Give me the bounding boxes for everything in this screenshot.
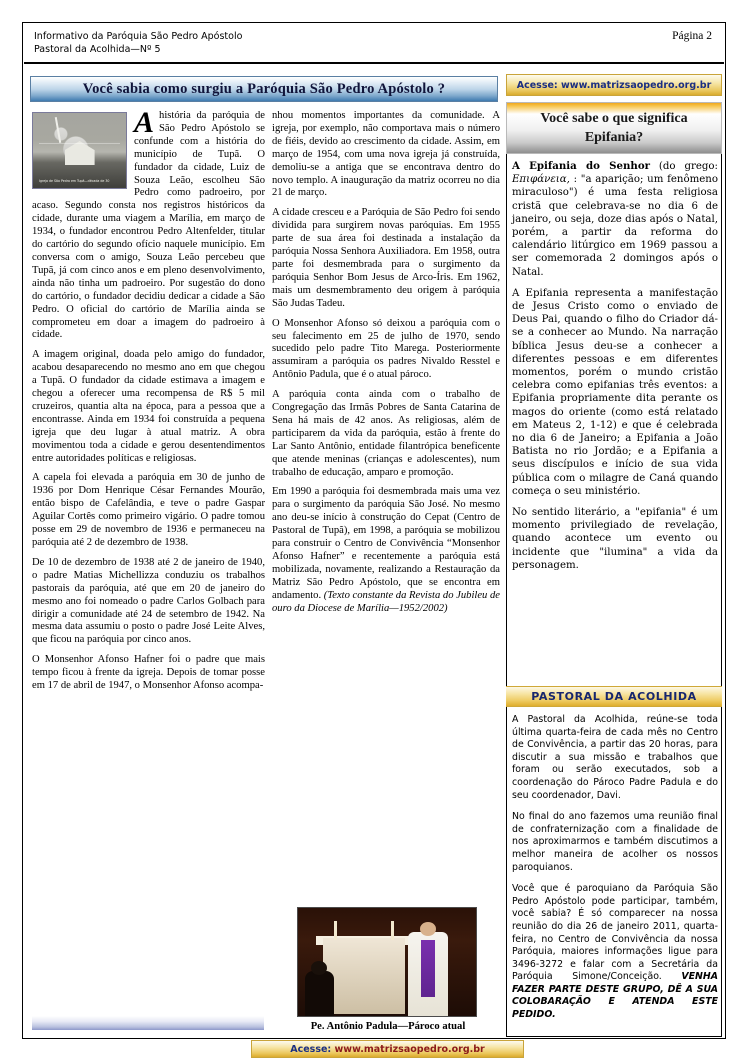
photo-priest-stole [421, 940, 435, 996]
masthead [24, 24, 724, 62]
pastoral-paragraph-3-text: Você que é paroquiano da Paróquia São Pedro Apóstolo pode participar, também, você sabia? É só comparecer na nossa reunião do dia 26 de janeiro 2011, quarta-feira, no Centro de Convivência da nossa Paróquia, maiores informações ligue para 3496-3272 e falar com a Secretária da Paróquia Simone/Conceição. [512, 883, 718, 983]
photo-overlay-caption: Igreja de São Pedro em Tupã—década de 30 [39, 179, 110, 183]
pastoral-section-banner [506, 686, 722, 707]
masthead-line-2: Pastoral da Acolhida—Nº 5 [34, 44, 161, 55]
photo-candle-right [391, 921, 394, 940]
footer-url: www.matrizsaopedro.org.br [334, 1043, 485, 1055]
masthead-publication-info [34, 30, 242, 56]
column1-paragraph-2: A imagem original, doada pelo amigo do fundador, acabou desaparecendo no mesmo ano em que chegou a Tupã. O fundador da cidade estimava a imagem e chegou a oferecer uma recompensa de R$ 5 mil cruzeiros, quantia alta na época, para a pessoa que a encontrasse. Ainda em 1934 foi construída a pequena igreja que deu lugar à atual matriz. A obra movimentou toda a cidade e gerou desentendimentos entre autoridades políticas e religiosas. [32, 349, 265, 464]
column2-paragraph-5-text: Em 1990 a paróquia foi desmembrada mais uma vez para o surgimento da paróquia São José. No mesmo ano deu-se início à construção do Cepat (Centro de Pastoral de Tupã), em 1998, a paróquia se mobilizou para construir o Centro de Convivência “Monsenhor Afonso Hafner” e recentemente a paróquia está mobilizada, novamente, realizando a Restauração da Matriz São Pedro Apóstolo, que se encontra em andamento. [272, 486, 500, 601]
pastoral-paragraph-1: A Pastoral da Acolhida, reúne-se toda última quarta-feira de cada mês no Centro de Convivência, a partir das 20 horas, para discutir a sua missão e trabalhos que foram ou serão executados, sob a coordenação do Pároco Padre Padula e do seu coordenador, Davi. [512, 714, 718, 801]
epifania-paragraph-1-rest: : "a aparição; um fenômeno miraculoso") é uma festa religiosa cristã que celebrava-se no dia 6 de janeiro, ou seja, doze dias após o Natal, porém, a partir da reforma do calendário litúrgico em 1969 passou a ser comemorada 2 domingos após o Natal. [512, 174, 718, 278]
column2-paragraph-5 [272, 486, 500, 615]
pastoral-section-title: PASTORAL DA ACOLHIDA [531, 690, 697, 703]
website-banner-top-text: Acesse: www.matrizsaopedro.org.br [516, 79, 712, 91]
pastoral-paragraph-2: No final do ano fazemos uma reunião final de confraternização com a finalidade de nos aproximarmos e também discutimos a melhor maneira de acolher os nossos paroquianos. [512, 811, 718, 873]
pastoral-paragraph-3 [512, 883, 718, 1022]
photo-attendee-body [305, 971, 333, 1016]
page-number: Página 2 [672, 30, 712, 42]
masthead-divider [24, 62, 724, 64]
epifania-lead-bold: A Epifania do Senhor [512, 160, 650, 172]
article-column-2 [272, 110, 500, 790]
column1-bottom-gradient-strip [32, 1016, 264, 1030]
drop-cap: A [134, 110, 155, 139]
epifania-article [512, 160, 718, 580]
article-title-banner [30, 76, 498, 102]
article-column-1 [32, 110, 265, 955]
photo-flagpole [55, 117, 61, 143]
column1-paragraph-4: De 10 de dezembro de 1938 até 2 de janeiro de 1940, o padre Matias Michellizza conduziu os trabalhos pastorais da paróquia, até que em 20 de janeiro do mesmo ano foi nomeado o padre Carlos Golbach para dirigir a comunidade até 24 de setembro de 1942. Na mesma data assumiu o posto o padre José Leite Alves, que ficou na paróquia por cinco anos. [32, 556, 265, 646]
epifania-greek-intro: (do grego: [649, 161, 718, 172]
photo-altar [323, 938, 405, 1014]
epifania-paragraph-3: No sentido literário, a "epifania" é um momento privilegiado de revelação, quando acontece um evento ou incidente que "ilumina" a vida da personagem. [512, 507, 718, 571]
page-title: Você sabia como surgiu a Paróquia São Pedro Apóstolo ? [82, 80, 446, 97]
epifania-greek-word: Επιφάνεια, [512, 174, 570, 186]
website-banner-top[interactable] [506, 74, 722, 96]
column2-paragraph-1: nhou momentos importantes da comunidade. A igreja, por exemplo, não comportava mais o número de fiéis, devido ao crescimento da cidade. Assim, em março de 1954, com uma nova igreja já construída, demoliu-se a antiga que se encontrava dentro do novo templo. A inauguração da matriz ocorreu no dia 21 de março. [272, 110, 500, 199]
footer-acesse-label: Acesse: [290, 1043, 335, 1055]
epifania-title-banner [506, 102, 722, 154]
column2-paragraph-3: O Monsenhor Afonso só deixou a paróquia com o seu falecimento em 25 de julho de 1970, sendo sucedido pelo padre Tito Marega. Posteriormente assumiram a paróquia os padres Nivaldo Resstel e Antônio Padula, que é o atual pároco. [272, 317, 500, 381]
column2-paragraph-4: A paróquia conta ainda com o trabalho de Congregação das Irmãs Pobres de Santa Catarina de Sena há mais de 42 anos. As religiosas, além de participarem da vida da paróquia, estão à frente do Lar Santo Antônio, entidade filantrópica beneficente que atende meninas (crianças e adolescentes), num trabalho de educação, amparo e promoção. [272, 389, 500, 478]
priest-photo [297, 907, 477, 1017]
footer-banner-text [290, 1044, 485, 1055]
epifania-paragraph-1 [512, 160, 718, 279]
photo-candle-left [334, 921, 337, 940]
column2-paragraph-2: A cidade cresceu e a Paróquia de São Pedro foi sendo dividida para surgirem novas paróquias. Em 1955 parte de sua área foi destinada a instalação da paróquia Nossa Senhora Auxiliadora. Em 1958, outra parte foi desmembrada para o surgimento da paróquia Senhor Bom Jesus de Arco-Íris. Em 1962, mais um desmembramento deu origem à paróquia São Judas Tadeu. [272, 207, 500, 309]
photo-priest-head [420, 922, 436, 936]
epifania-paragraph-2: A Epifania representa a manifestação de Jesus Cristo como o enviado de Deus Pai, quando o filho do Criador dá-se a conhecer ao Mundo. Na narração bíblica Jesus deu-se a conhecer a diferentes pessoas e em diferentes momentos, porém o mundo cristão celebra como epifanias três eventos: a Epifania propriamente dita perante os magos do oriente (como está relatado em Mateus 2, 1-12) e que é celebrada no dia 6 de Janeiro; a Epifania a João Batista no rio Jordão; e a Epifania a seus discípulos e início de sua vida pública com o milagre de Caná quando começa o seu ministério. [512, 287, 718, 497]
epifania-title: Você sabe o que significa Epifania? [540, 111, 688, 145]
column2-source-note: (Texto constante da Revista do Jubileu de ouro da Diocese de Marília—1952/2002) [272, 589, 500, 614]
historic-church-photo [32, 112, 127, 189]
pastoral-article [512, 714, 718, 1031]
photo-church-facade [65, 141, 95, 165]
pastoral-call-to-action: VENHA FAZER PARTE DESTE GRUPO, DÊ A SUA COLOBARAÇÃO E ATENDA ESTE PEDIDO. [512, 971, 718, 1021]
masthead-line-1: Informativo da Paróquia São Pedro Apóstolo [34, 31, 243, 42]
website-banner-footer[interactable] [251, 1040, 524, 1058]
column1-paragraph-3: A capela foi elevada a paróquia em 30 de junho de 1936 por Dom Henrique César Fernandes Mourão, então bispo de Cafelândia, e teve o padre Gaspar Aguilar Cortês como primeiro vigário. O padre tomou posse em 29 de novembro de 1936 e permaneceu na paróquia até 2 de dezembro de 1938. [32, 472, 265, 548]
column1-paragraph-1-text: história da paróquia de São Pedro Apóstolo se confunde com a história do município de Tupã. O fundador da cidade, Luiz de Souza Leão, escolheu São Pedro como padroeiro, por acaso. Segundo consta nos registros históricos da cidade, durante uma viagem a Marília, em março de 1934, o fundador encontrou Pedro Altenfelder, titular do cartório do segundo ofício naquele município. Em conversa com o amigo, Souza Leão percebeu que Tupã, já com cinco anos e em pleno desenvolvimento, ainda não tinha um padroeiro. Por sugestão do dono do cartório, o fundador decidiu dedicar a cidade a São Pedro. O oficial do cartório de Marília ainda se comprometeu em doar a imagem do padroeiro à cidade. [32, 110, 265, 341]
priest-photo-caption: Pe. Antônio Padula—Pároco atual [310, 1021, 466, 1032]
column1-paragraph-5: O Monsenhor Afonso Hafner foi o padre que mais tempo ficou à frente da igreja. Depois de tomar posse em 17 de abril de 1947, o Monsenhor Afonso acompa- [32, 654, 265, 692]
